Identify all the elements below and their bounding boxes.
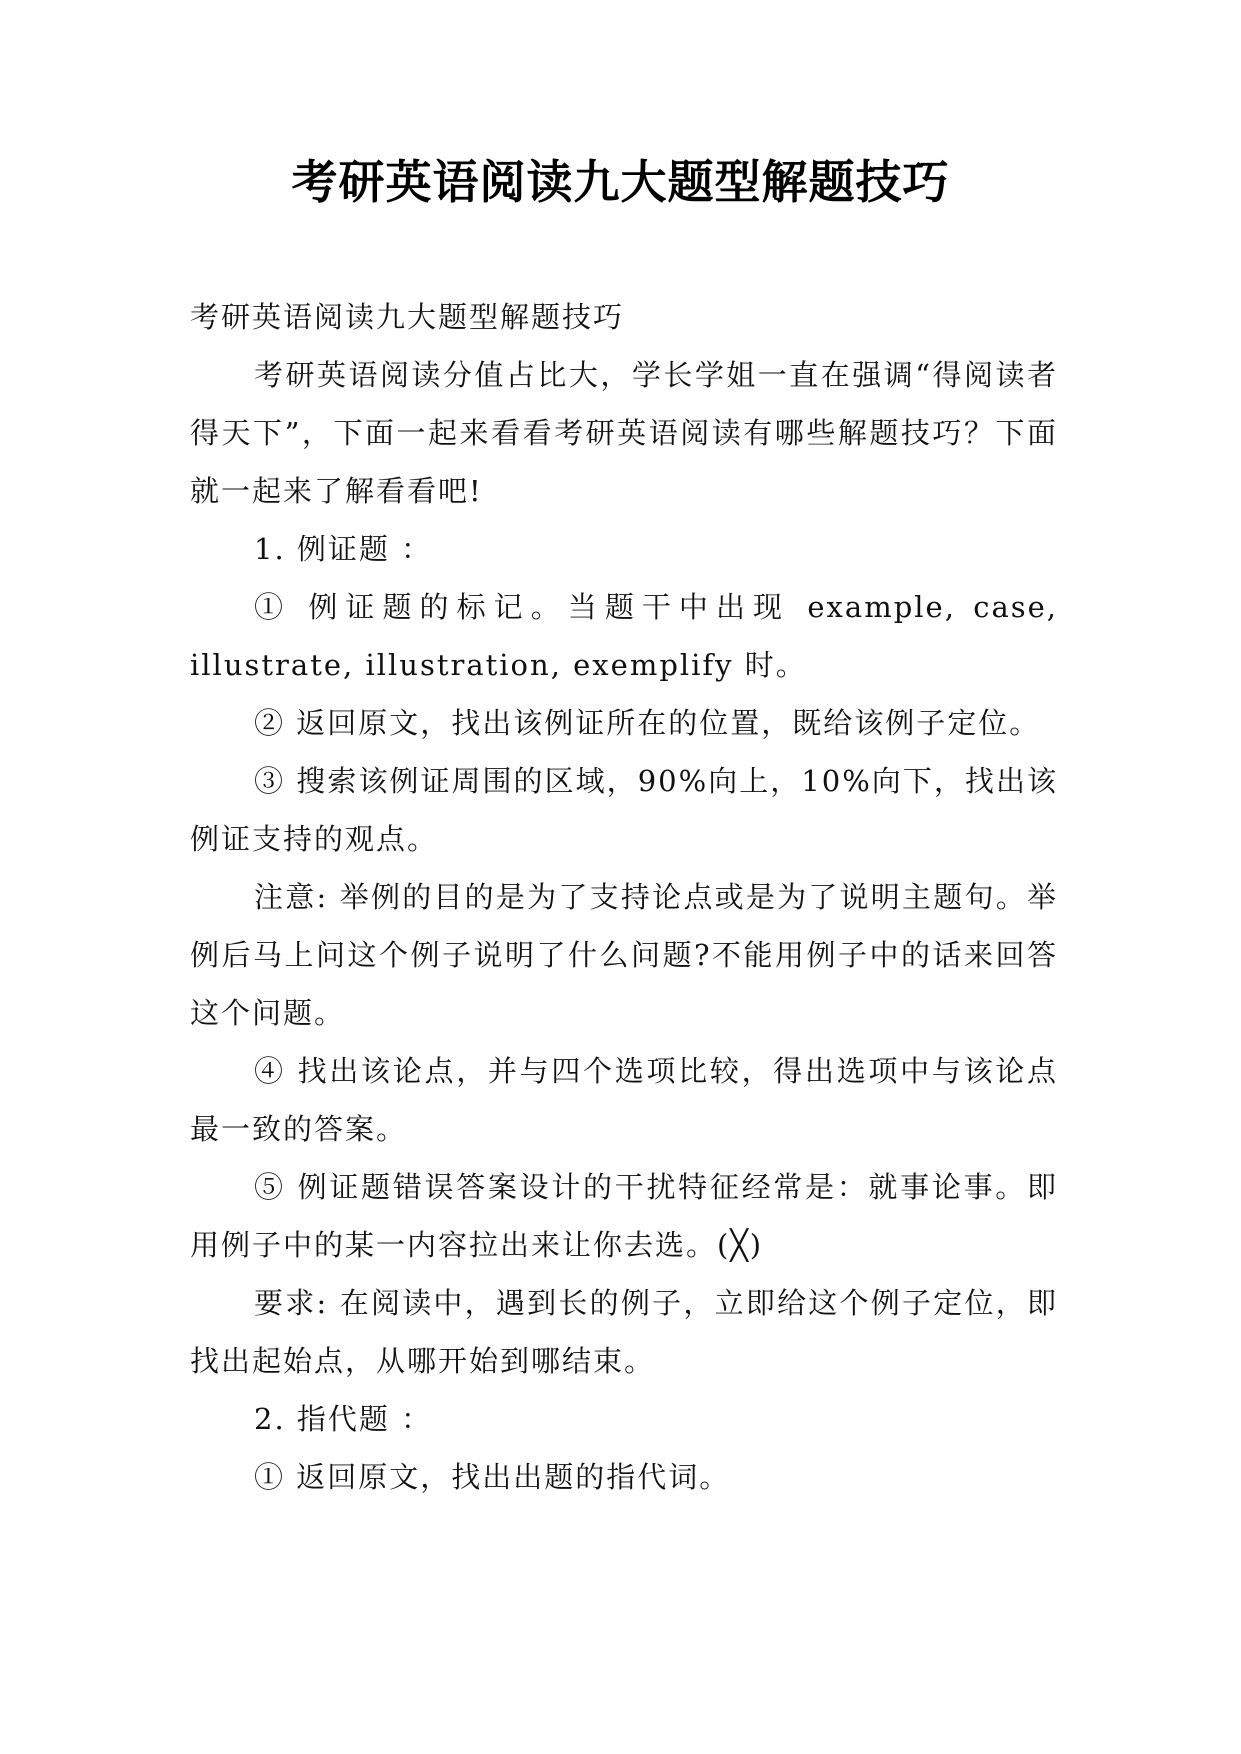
example-step-3: ③ 搜索该例证周围的区域，90%向上，10%向下，找出该例证支持的观点。 [190,764,1058,856]
reference-step-1: ① 返回原文，找出出题的指代词。 [254,1460,731,1494]
example-requirement: 要求: 在阅读中，遇到长的例子，立即给这个例子定位，即找出起始点，从哪开始到哪结束。 [190,1286,1058,1378]
example-step-1: ① 例证题的标记。当题干中出现 example, case, illustrate, illustration, exemplify 时。 [190,590,1058,682]
intro-paragraph: 考研英语阅读分值占比大，学长学姐一直在强调“得阅读者得天下”，下面一起来看看考研英语阅读有哪些解题技巧？下面就一起来了解看看吧! [190,358,1058,508]
example-step-5: ⑤ 例证题错误答案设计的干扰特征经常是：就事论事。即用例子中的某一内容拉出来让你去选。(╳) [190,1170,1058,1262]
section-heading-example: 1. 例证题 ： [254,532,433,566]
example-note: 注意: 举例的目的是为了支持论点或是为了说明主题句。举例后马上问这个例子说明了什么问题?不能用例子中的话来回答这个问题。 [190,880,1058,1030]
example-step-4: ④ 找出该论点，并与四个选项比较，得出选项中与该论点最一致的答案。 [190,1054,1058,1146]
document-title: 考研英语阅读九大题型解题技巧 [291,155,950,209]
intro-heading: 考研英语阅读九大题型解题技巧 [190,300,625,334]
document-body [190,288,1058,1506]
example-step-2: ② 返回原文，找出该例证所在的位置，既给该例子定位。 [254,706,1041,740]
section-heading-reference: 2. 指代题 ： [254,1402,433,1436]
